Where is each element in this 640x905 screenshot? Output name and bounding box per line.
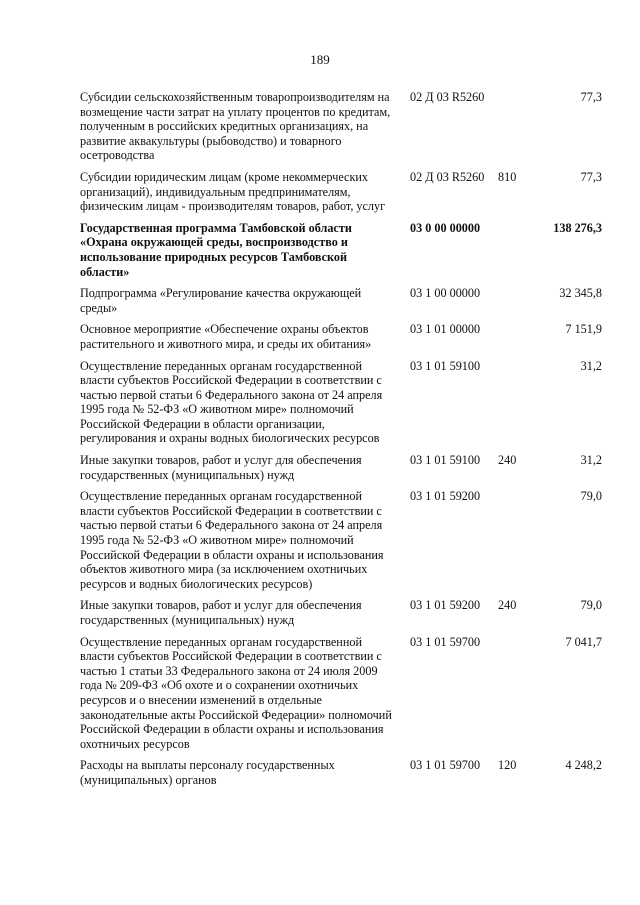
row-name: Субсидии сельскохозяйственным товаропроизводителям на возмещение части затрат на уплату процентов по кредитам, полученным в российских кредитных организациях, на развитие аквакультуры (рыбоводство) и товарного осетроводства	[80, 90, 391, 163]
row-code: 03 1 01 59700	[410, 758, 481, 773]
row-sum: 138 276,3	[553, 220, 602, 235]
row-name: Иные закупки товаров, работ и услуг для обеспечения государственных (муниципальных) нужд	[80, 598, 362, 627]
row-name: Осуществление переданных органам государственной власти субъектов Российской Федерации в соответствии с частью 1 статьи 33 Федерального закона от 24 июля 2009 года № 209-ФЗ «Об охоте и о сохранении охотничьих ресурсов и о внесении изменений в отдельные законодательные акты Российской Федерации» полномочий Российской Федерации в области охраны и использования охотничьих ресурсов	[80, 634, 392, 751]
row-sum: 77,3	[580, 90, 602, 104]
row-name: Подпрограмма «Регулирование качества окружающей среды»	[80, 286, 362, 315]
row-sum: 79,0	[580, 598, 602, 613]
row-code: 03 1 01 59100	[410, 453, 481, 468]
budget-table	[80, 90, 602, 795]
row-code: 03 0 00 00000	[410, 220, 481, 235]
table-row	[80, 322, 602, 351]
row-sum: 7 041,7	[565, 634, 602, 649]
row-code: 03 1 00 00000	[410, 286, 481, 301]
row-code: 03 1 01 59100	[410, 358, 481, 373]
row-name: Расходы на выплаты персоналу государственных (муниципальных) органов	[80, 758, 335, 787]
row-sum: 31,2	[580, 453, 602, 468]
row-sum: 4 248,2	[565, 758, 602, 773]
row-code: 03 1 01 59200	[410, 489, 481, 504]
page-number: 189	[310, 52, 330, 67]
row-sum: 77,3	[580, 169, 602, 184]
row-expense-type: 240	[498, 598, 517, 613]
table-row	[80, 90, 602, 163]
row-name: Государственная программа Тамбовской области «Охрана окружающей среды, воспроизводство и использование природных ресурсов Тамбовской области»	[80, 220, 352, 279]
row-code: 02 Д 03 R5260	[410, 90, 485, 104]
table-row	[80, 453, 602, 482]
row-code: 03 1 01 00000	[410, 322, 481, 337]
row-code: 02 Д 03 R5260	[410, 169, 485, 184]
table-row	[80, 221, 602, 279]
row-name: Осуществление переданных органам государственной власти субъектов Российской Федерации в соответствии с частью первой статьи 6 Федерального закона от 24 апреля 1995 года № 52-ФЗ «О животном мире» полномочий Российской Федерации в области организации, регулирования и охраны водных биологических ресурсов	[80, 358, 383, 446]
table-row	[80, 359, 602, 447]
row-code: 03 1 01 59700	[410, 634, 481, 649]
table-row	[80, 758, 602, 787]
row-name: Субсидии юридическим лицам (кроме некоммерческих организаций), индивидуальным предпринимателям, физическим лицам - производителям товаров, работ, услуг	[80, 169, 386, 214]
table-row	[80, 170, 602, 214]
row-expense-type: 810	[498, 169, 517, 184]
row-name: Иные закупки товаров, работ и услуг для обеспечения государственных (муниципальных) нужд	[80, 453, 362, 482]
row-sum: 79,0	[580, 489, 602, 504]
row-name: Осуществление переданных органам государственной власти субъектов Российской Федерации в соответствии с частью первой статьи 6 Федерального закона от 24 апреля 1995 года № 52-ФЗ «О животном мире» полномочий Российской Федерации в области охраны и использования объектов животного мира (за исключением охотничьих ресурсов и водных биологических ресурсов)	[80, 489, 384, 591]
row-expense-type: 240	[498, 453, 517, 468]
row-name: Основное мероприятие «Обеспечение охраны объектов растительного и животного мира, и среды их обитания»	[80, 322, 372, 351]
table-row	[80, 635, 602, 752]
row-sum: 31,2	[580, 358, 602, 373]
row-sum: 7 151,9	[565, 322, 602, 337]
row-code: 03 1 01 59200	[410, 598, 481, 613]
row-sum: 32 345,8	[559, 286, 602, 301]
table-row	[80, 598, 602, 627]
table-row	[80, 286, 602, 315]
table-row	[80, 489, 602, 591]
row-expense-type: 120	[498, 758, 517, 773]
